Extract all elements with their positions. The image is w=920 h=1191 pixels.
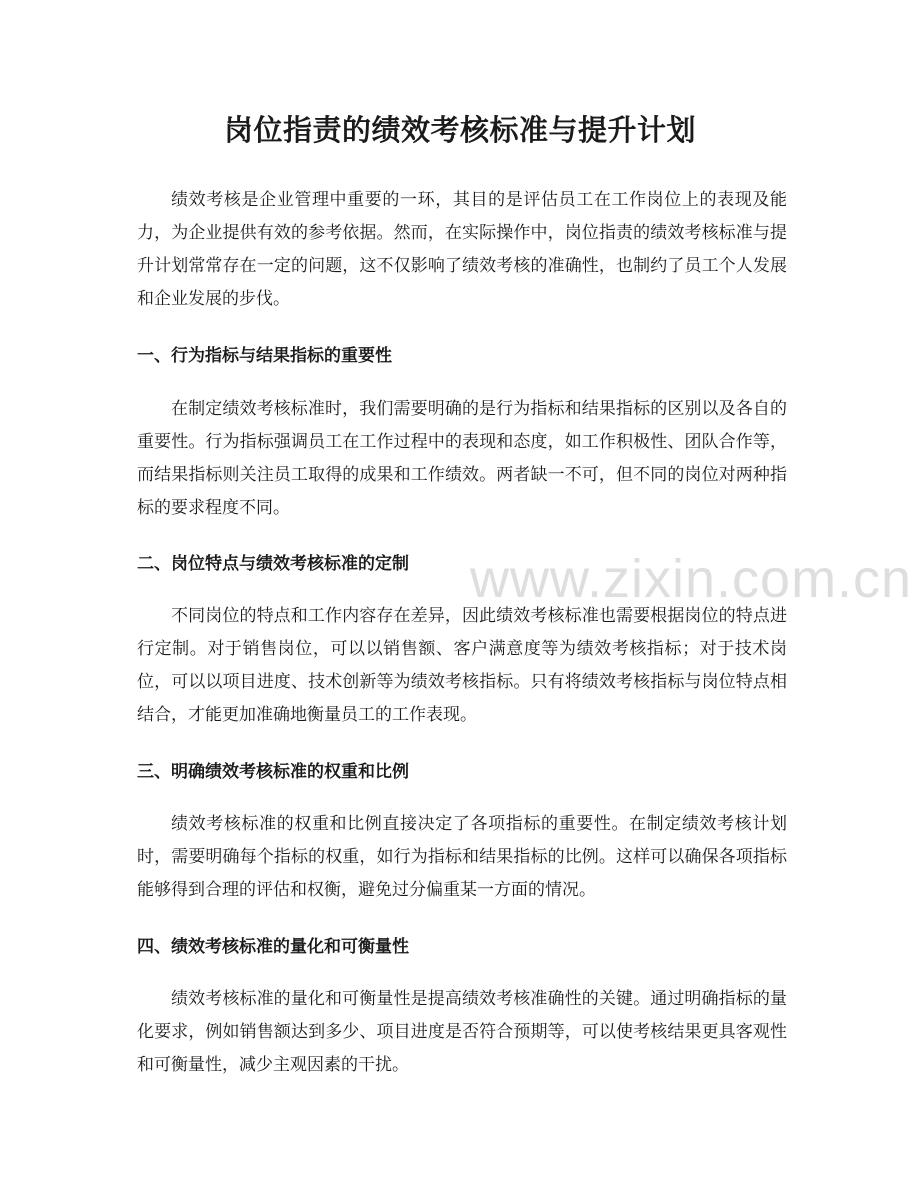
section-4-body: 绩效考核标准的量化和可衡量性是提高绩效考核准确性的关键。通过明确指标的量化要求，例如销售额达到多少、项目进度是否符合预期等，可以使考核结果更具客观性和可衡量性，减少主观因素的干扰。 (137, 989, 787, 1075)
section-1-body: 在制定绩效考核标准时，我们需要明确的是行为指标和结果指标的区别以及各自的重要性。行为指标强调员工在工作过程中的表现和态度，如工作积极性、团队合作等，而结果指标则关注员工取得的成果和工作绩效。两者缺一不可，但不同的岗位对两种指标的要求程度不同。 (137, 399, 787, 518)
section-2-heading: 二、岗位特点与绩效考核标准的定制 (137, 554, 409, 574)
intro-paragraph: 绩效考核是企业管理中重要的一环，其目的是评估员工在工作岗位上的表现及能力，为企业提供有效的参考依据。然而，在实际操作中，岗位指责的绩效考核标准与提升计划常常存在一定的问题，这不仅影响了绩效考核的准确性，也制约了员工个人发展和企业发展的步伐。 (137, 190, 787, 309)
document-title: 岗位指责的绩效考核标准与提升计划 (223, 113, 696, 147)
section-4-heading: 四、绩效考核标准的量化和可衡量性 (137, 937, 409, 957)
section-2-body: 不同岗位的特点和工作内容存在差异，因此绩效考核标准也需要根据岗位的特点进行定制。对于销售岗位，可以以销售额、客户满意度等为绩效考核指标；对于技术岗位，可以以项目进度、技术创新等为绩效考核指标。只有将绩效考核指标与岗位特点相结合，才能更加准确地衡量员工的工作表现。 (137, 606, 787, 725)
section-1-heading: 一、行为指标与结果指标的重要性 (137, 346, 392, 366)
section-3-body: 绩效考核标准的权重和比例直接决定了各项指标的重要性。在制定绩效考核计划时，需要明确每个指标的权重，如行为指标和结果指标的比例。这样可以确保各项指标能够得到合理的评估和权衡，避免过分偏重某一方面的情况。 (137, 814, 787, 900)
section-3-heading: 三、明确绩效考核标准的权重和比例 (137, 762, 409, 782)
watermark: www.zixin.com.cn (470, 549, 913, 609)
